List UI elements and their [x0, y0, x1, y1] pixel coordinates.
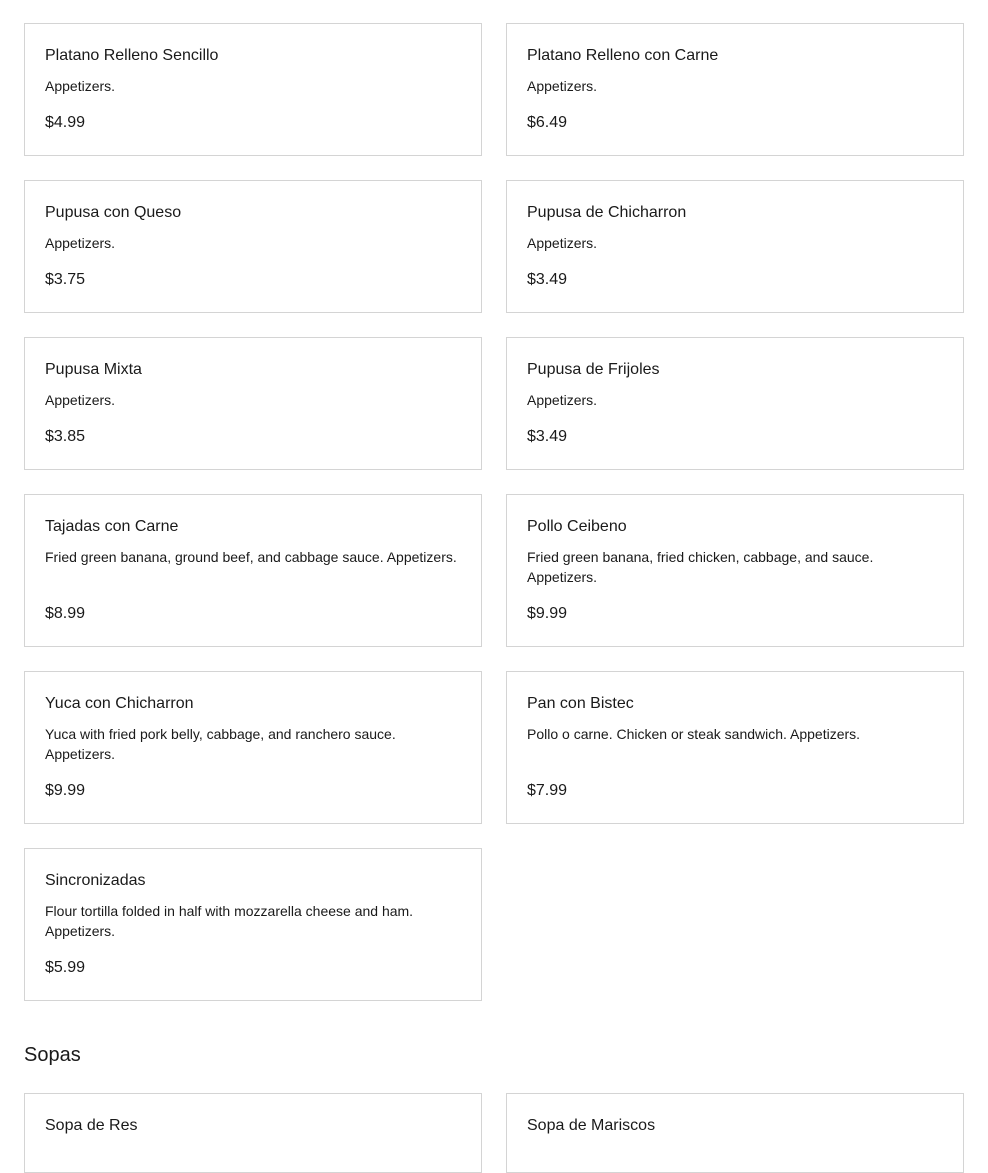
menu-item-card[interactable] [506, 23, 964, 156]
menu-item-card[interactable] [506, 671, 964, 824]
menu-item-card[interactable] [506, 180, 964, 313]
item-description: Appetizers. [527, 78, 598, 94]
item-price: $3.49 [527, 428, 568, 445]
item-price: $8.99 [45, 605, 86, 622]
item-price: $3.49 [527, 271, 568, 288]
item-description: Appetizers. [45, 235, 116, 251]
item-description: Fried green banana, ground beef, and cabbage sauce. Appetizers. [45, 549, 457, 565]
menu-item-card[interactable] [24, 337, 482, 470]
menu-item-card[interactable] [24, 494, 482, 647]
item-name: Yuca con Chicharron [45, 695, 194, 712]
item-price: $7.99 [527, 782, 568, 799]
item-name: Pupusa de Chicharron [527, 204, 687, 221]
item-description: Pollo o carne. Chicken or steak sandwich. Appetizers. [527, 726, 861, 742]
menu-item-card[interactable] [506, 337, 964, 470]
menu-item-card[interactable] [24, 671, 482, 824]
item-name: Platano Relleno con Carne [527, 47, 719, 64]
item-price: $3.85 [45, 428, 86, 445]
item-name: Pollo Ceibeno [527, 518, 627, 535]
item-name: Tajadas con Carne [45, 518, 179, 535]
item-description: Flour tortilla folded in half with mozzarella cheese and ham. Appetizers. [45, 903, 414, 939]
appetizers-grid [24, 23, 964, 1001]
menu-item-card[interactable] [24, 848, 482, 1001]
item-description: Yuca with fried pork belly, cabbage, and ranchero sauce. Appetizers. [45, 726, 396, 762]
item-price: $4.99 [45, 114, 86, 131]
item-price: $3.75 [45, 271, 86, 288]
item-price: $9.99 [527, 605, 568, 622]
item-name: Sopa de Mariscos [527, 1117, 656, 1134]
menu-item-card[interactable] [24, 23, 482, 156]
item-price: $9.99 [45, 782, 86, 799]
item-description: Fried green banana, fried chicken, cabbage, and sauce. Appetizers. [527, 549, 874, 585]
item-name: Pupusa Mixta [45, 361, 142, 378]
item-name: Sincronizadas [45, 872, 146, 889]
menu-item-card[interactable] [506, 494, 964, 647]
item-description: Appetizers. [527, 392, 598, 408]
sopas-grid [24, 1093, 964, 1173]
item-name: Sopa de Res [45, 1117, 138, 1134]
item-price: $5.99 [45, 959, 86, 976]
item-name: Pupusa con Queso [45, 204, 182, 221]
menu-item-card[interactable] [24, 1093, 482, 1173]
menu-item-card[interactable] [24, 180, 482, 313]
menu-item-card[interactable] [506, 1093, 964, 1173]
item-description: Appetizers. [45, 392, 116, 408]
section-title-sopas: Sopas [24, 1044, 81, 1066]
item-description: Appetizers. [45, 78, 116, 94]
item-description: Appetizers. [527, 235, 598, 251]
item-name: Pan con Bistec [527, 695, 634, 712]
item-name: Pupusa de Frijoles [527, 361, 660, 378]
item-name: Platano Relleno Sencillo [45, 47, 219, 64]
item-price: $6.49 [527, 114, 568, 131]
